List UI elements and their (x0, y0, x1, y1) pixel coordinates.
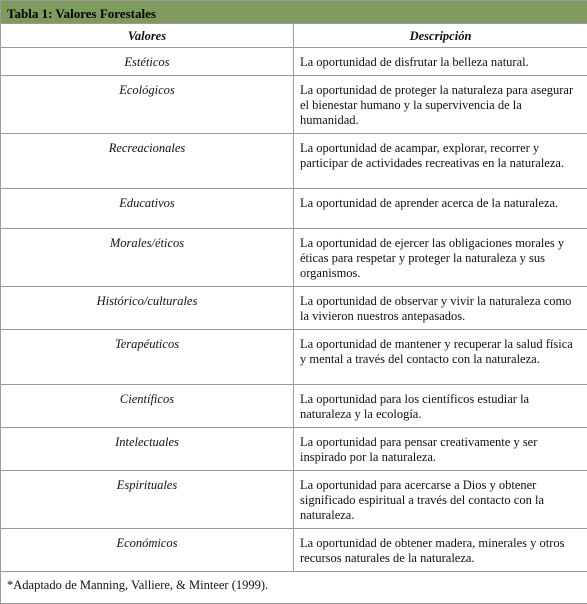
value-cell: Económicos (1, 529, 294, 572)
column-header-values: Valores (1, 24, 294, 48)
table-row (1, 189, 587, 229)
table-row (1, 134, 587, 189)
value-cell: Morales/éticos (1, 229, 294, 287)
value-cell: Educativos (1, 189, 294, 229)
column-header-description: Descripción (294, 24, 587, 48)
value-cell: Intelectuales (1, 428, 294, 471)
description-cell: La oportunidad para los científicos estudiar la naturaleza y la ecología. (294, 385, 587, 428)
description-cell: La oportunidad de acampar, explorar, recorrer y participar de actividades recreativas en la naturaleza. (294, 134, 587, 189)
description-cell: La oportunidad de aprender acerca de la naturaleza. (294, 189, 587, 229)
value-cell: Espirituales (1, 471, 294, 529)
description-cell: La oportunidad de proteger la naturaleza para asegurar el bienestar humano y la supervivencia de la humanidad. (294, 76, 587, 134)
description-cell: La oportunidad para pensar creativamente y ser inspirado por la naturaleza. (294, 428, 587, 471)
value-cell: Recreacionales (1, 134, 294, 189)
description-cell: La oportunidad de obtener madera, minerales y otros recursos naturales de la naturaleza. (294, 529, 587, 572)
value-cell: Científicos (1, 385, 294, 428)
description-cell: La oportunidad de mantener y recuperar la salud física y mental a través del contacto con la naturaleza. (294, 330, 587, 385)
table-title: Tabla 1: Valores Forestales (1, 1, 587, 24)
value-cell: Histórico/culturales (1, 287, 294, 330)
table-row (1, 428, 587, 471)
value-cell: Ecológicos (1, 76, 294, 134)
description-cell: La oportunidad para acercarse a Dios y obtener significado espiritual a través del contacto con la naturaleza. (294, 471, 587, 529)
description-cell: La oportunidad de ejercer las obligaciones morales y éticas para respetar y proteger la naturaleza y sus organismos. (294, 229, 587, 287)
value-cell: Estéticos (1, 48, 294, 76)
table-footnote: *Adaptado de Manning, Valliere, & Minteer (1999). (1, 572, 587, 604)
table-row (1, 471, 587, 529)
value-cell: Terapéuticos (1, 330, 294, 385)
table-row (1, 229, 587, 287)
table-row (1, 287, 587, 330)
description-cell: La oportunidad de disfrutar la belleza natural. (294, 48, 587, 76)
table-row (1, 76, 587, 134)
table-row (1, 48, 587, 76)
table-row (1, 330, 587, 385)
table-row (1, 385, 587, 428)
table-row (1, 529, 587, 572)
description-cell: La oportunidad de observar y vivir la naturaleza como la vivieron nuestros antepasados. (294, 287, 587, 330)
